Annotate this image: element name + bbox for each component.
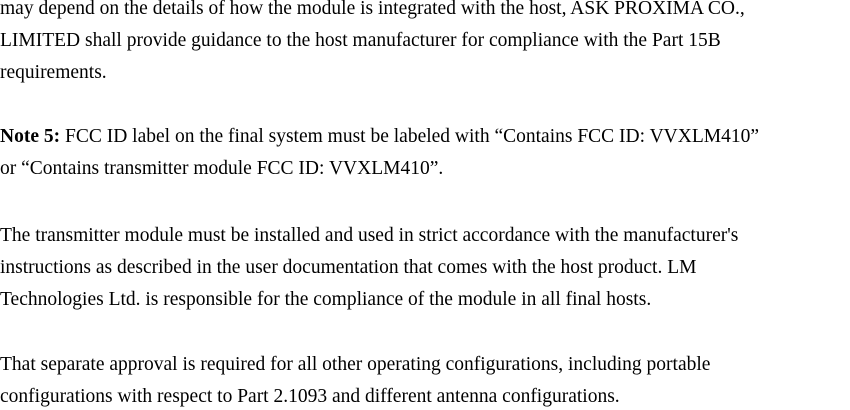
text-line [0, 126, 759, 148]
text-line: configurations with respect to Part 2.1093 and different antenna configurations. [0, 386, 620, 407]
text-line: may depend on the details of how the module is integrated with the host, ASK PROXIMA CO., [0, 0, 745, 19]
text-line: requirements. [0, 62, 107, 83]
note-label: Note 5: [0, 126, 61, 147]
text-line: Technologies Ltd. is responsible for the compliance of the module in all final hosts. [0, 289, 652, 310]
text-line: instructions as described in the user documentation that comes with the host product. LM [0, 257, 697, 278]
text-line: LIMITED shall provide guidance to the host manufacturer for compliance with the Part 15B [0, 30, 721, 51]
text-line: or “Contains transmitter module FCC ID: VVXLM410”. [0, 158, 444, 179]
note-text: FCC ID label on the final system must be labeled with “Contains FCC ID: VVXLM410” [60, 126, 759, 147]
text-line: That separate approval is required for all other operating configurations, including portable [0, 354, 711, 375]
text-line: The transmitter module must be installed and used in strict accordance with the manufacturer's [0, 225, 739, 246]
